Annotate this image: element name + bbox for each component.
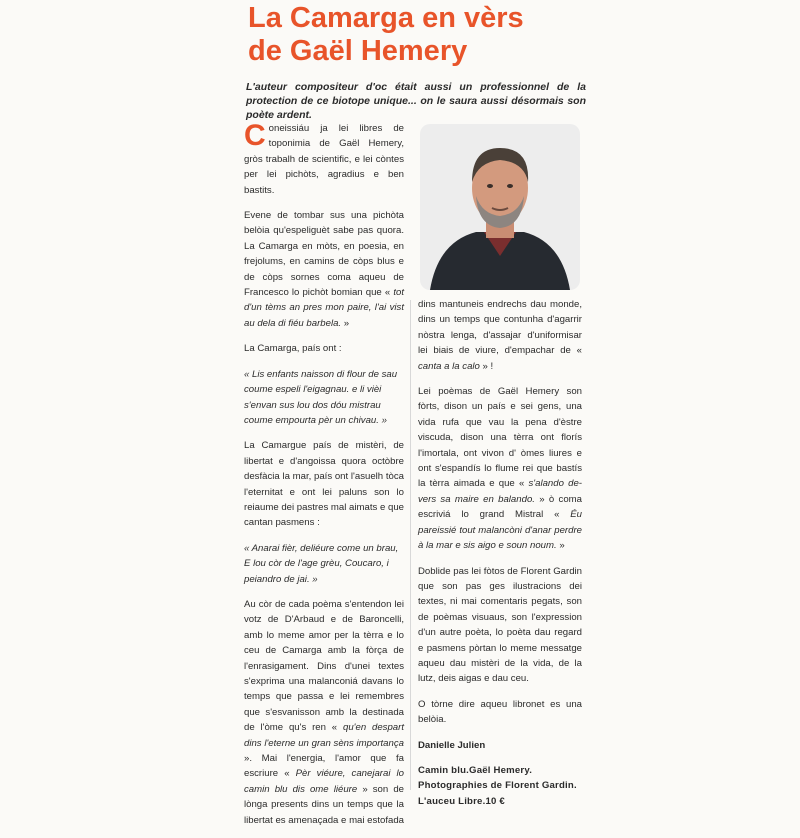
- quote-1: « Lis enfants naisson di flour de sau coume espeli l'eigagnau. e li vièi s'envan sus lou dos dóu mistrau coume empourta pèr un chivau. »: [244, 368, 398, 426]
- paragraph-9: O tòrne dire aqueu libronet es una belòia.: [418, 698, 582, 726]
- title-line-2: de Gaël Hemery: [248, 35, 468, 67]
- paragraph-6: dins mantuneis endrechs dau monde, dins un temps que contunha d'agarrir nòstra lenga, d'assajar d'uniformisar lei biais de viure, d'empachar de « canta a la calo » !: [418, 299, 582, 372]
- column-right: [418, 297, 582, 819]
- signature: Danielle Julien: [418, 739, 486, 751]
- portrait-illustration: [420, 124, 580, 290]
- quote-2: « Anarai fièr, deliéure come un brau, E lou còr de l'age grèu, Coucaro, i peiandro de jai. »: [244, 542, 399, 585]
- column-left: [244, 121, 404, 838]
- portrait-photo: [420, 124, 580, 290]
- title-line-1: La Camarga en vèrs: [248, 2, 524, 34]
- article-subtitle: L'auteur compositeur d'oc était aussi un professionnel de la protection de ce biotope unique... on le saura aussi désormais son poète ardent.: [246, 81, 586, 121]
- paragraph-intro: Coneissiáu ja lei libres de toponimia de Gaël Hemery, gròs trabalh de scientific, e lei còntes per lei pichòts, agradius e ben bastits.: [244, 119, 404, 196]
- paragraph-5: Au còr de cada poèma s'entendon lei votz de D'Arbaud e de Baroncelli, amb lo meme amor per la tèrra e lo ceu de Camarga amb la fòrça de l'enrasigament. Dins d'unei textes s'exprima una malanconiá davans lo temps que passa e lei remembres que s'esvanisson amb la destinada de l'òme qu's ren « qu'en despart dins l'eterne un gran sèns importança ». Mai l'energia, l'amor que fa escriure « Pèr viéure, canejarai lo camin blu dis ome liéure » son de lònga presents dins un temps que la libertat es amenaçada e mai estofada: [244, 598, 405, 826]
- paragraph-8: Doblide pas lei fòtos de Florent Gardin que son pas ges ilustracions dei textes, ni mai comentaris pegats, son de poèmas visuaus, son l'expression d'un autre poèta, lo poèta dau regard e pasmens pòrtan lo meme messatge aqueu dau mistèri de la vida, de la lutz, deis aigas e dau ceu.: [418, 565, 582, 685]
- drop-cap: C: [244, 119, 266, 152]
- paragraph-3: La Camarga, país ont :: [244, 343, 342, 355]
- column-divider: [410, 300, 411, 790]
- book-reference: Camin blu.Gaël Hemery. Photographies de Florent Gardin. L'auceu Libre.10 €: [418, 764, 577, 807]
- article-title: [248, 2, 768, 68]
- paragraph-4: La Camargue país de mistèri, de libertat e d'angoissa quora octòbre desfàcia la mar, país ont l'asuelh tòca l'eternitat e ont lei paluns son lo reiaume dei pastres mal aimats e que cantan pasmens :: [244, 440, 404, 529]
- paragraph-7: Lei poèmas de Gaël Hemery son fòrts, dison un país e sei gens, una vida rufa que vau la pena d'èstre viscuda, dison una tèrra ont florís l'imortala, ont vivon d' òmes liures e ont s'espandís lo flume rei que bastís la tèrra aimada e que « s'alando de-vers sa maire en balando. » ò coma escriviá lo grand Mistral « Éu pareissié tout malancòni d'anar perdre à la mar e sis aigo e soun noum. »: [418, 386, 583, 552]
- paragraph-2: Evene de tombar sus una pichòta belòia qu'espeliguèt sabe pas quora. La Camarga en mòts, en poesia, en frejolums, en camins de còps blus e de còps sornes coma aqueu de Francesco lo pichòt bomian que « tot d'un tèms an pres mon paire, l'ai vist au dela di fiéu barbela. »: [244, 210, 404, 329]
